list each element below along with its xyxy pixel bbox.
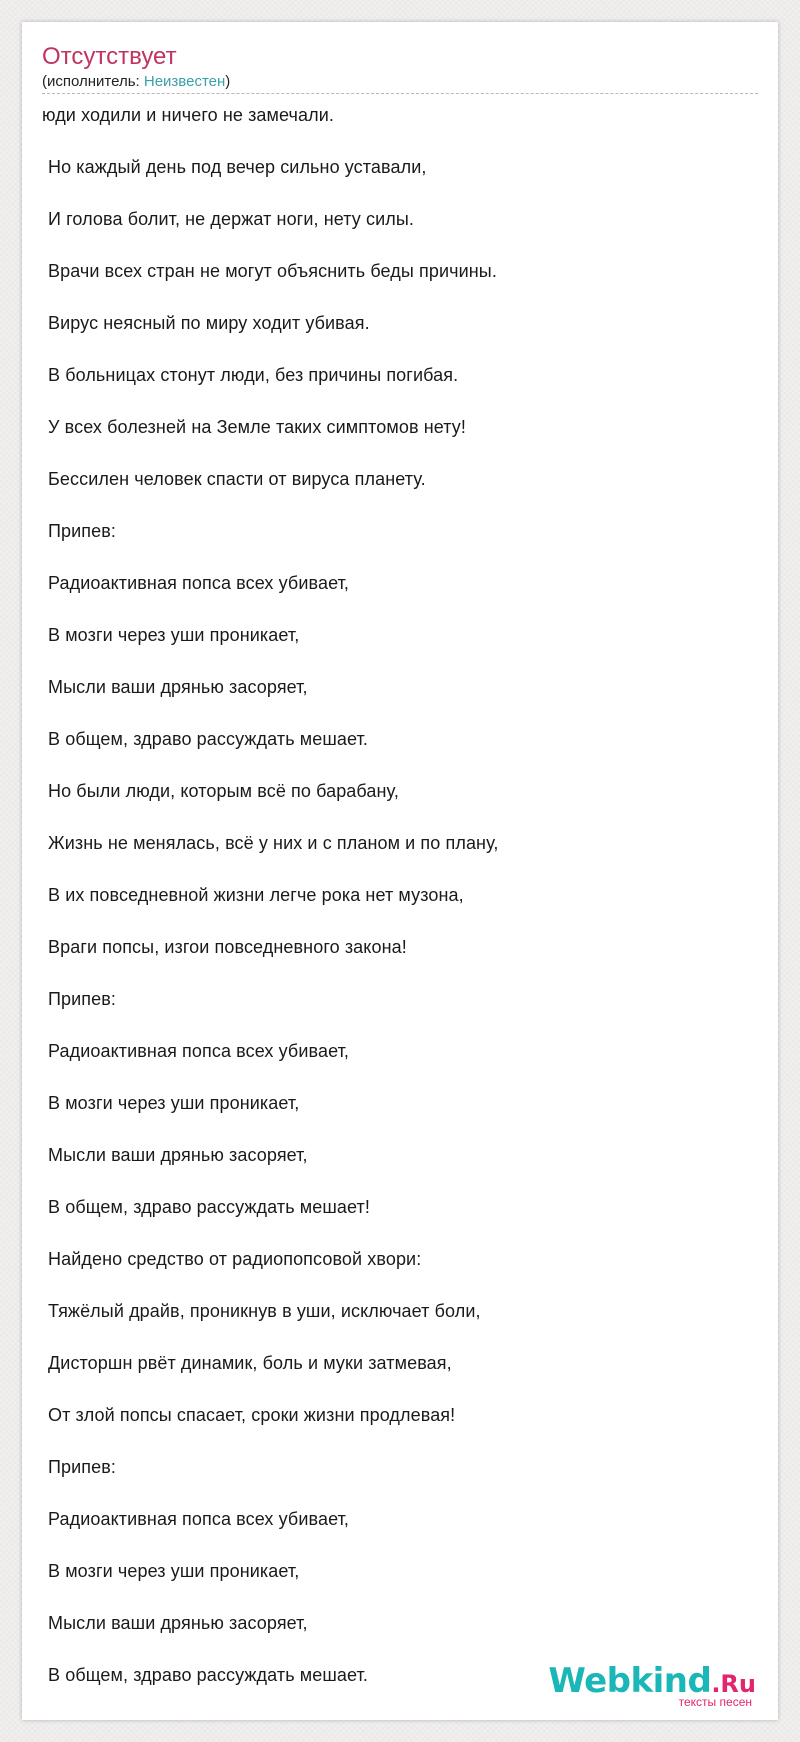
lyric-line: Припев: [48,521,117,541]
lyric-line: Жизнь не менялась, всё у них и с планом и по плану, [48,833,499,853]
artist-link[interactable]: Неизвестен [143,73,226,90]
lyric-line: Радиоактивная попса всех убивает, [48,1041,350,1061]
lyric-line: У всех болезней на Земле таких симптомов нету! [48,417,467,437]
lyric-line: Припев: [48,989,117,1009]
lyric-line: В общем, здраво рассуждать мешает. [48,729,368,749]
logo-tld-text: .Ru [711,1670,756,1698]
title-divider [42,93,758,94]
lyric-line: В общем, здраво рассуждать мешает. [48,1665,368,1685]
artist-line [42,72,230,92]
lyric-line: Мысли ваши дрянью засоряет, [48,677,308,697]
lyric-line: В больницах стонут люди, без причины погибая. [48,365,459,385]
logo-main-text: Webkind [548,1661,712,1701]
lyric-line: Припев: [48,1457,117,1477]
lyric-line: юди ходили и ничего не замечали. [42,105,334,125]
lyric-line: Врачи всех стран не могут объяснить беды причины. [48,261,497,281]
song-title: Отсутствует [42,43,177,70]
lyric-line: Враги попсы, изгои повседневного закона! [48,937,407,957]
webkind-logo[interactable] [548,1661,756,1709]
lyrics-list [42,104,758,1716]
logo-tagline: тексты песен [678,1695,752,1709]
lyric-line: В мозги через уши проникает, [48,625,300,645]
lyric-line: Мысли ваши дрянью засоряет, [48,1145,308,1165]
lyric-line: В мозги через уши проникает, [48,1561,300,1581]
lyric-line: Бессилен человек спасти от вируса планету. [48,469,426,489]
lyrics-card [22,22,778,1720]
lyric-line: В мозги через уши проникает, [48,1093,300,1113]
lyric-line: Но были люди, которым всё по барабану, [48,781,399,801]
lyric-line: Вирус неясный по миру ходит убивая. [48,313,370,333]
lyric-line: В их повседневной жизни легче рока нет музона, [48,885,464,905]
lyric-line: Найдено средство от радиопопсовой хвори: [48,1249,422,1269]
lyric-line: Мысли ваши дрянью засоряет, [48,1613,308,1633]
artist-suffix: ) [225,73,231,90]
artist-prefix: (исполнитель: [42,73,144,90]
lyric-line: Но каждый день под вечер сильно уставали, [48,157,427,177]
lyric-line: Тяжёлый драйв, проникнув в уши, исключает боли, [48,1301,481,1321]
lyric-line: В общем, здраво рассуждать мешает! [48,1197,370,1217]
lyric-line: От злой попсы спасает, сроки жизни продлевая! [48,1405,456,1425]
lyric-line: Радиоактивная попса всех убивает, [48,1509,350,1529]
lyric-line: И голова болит, не держат ноги, нету силы. [48,209,414,229]
lyric-line: Радиоактивная попса всех убивает, [48,573,350,593]
lyric-line: Дисторшн рвёт динамик, боль и муки затмевая, [48,1353,452,1373]
